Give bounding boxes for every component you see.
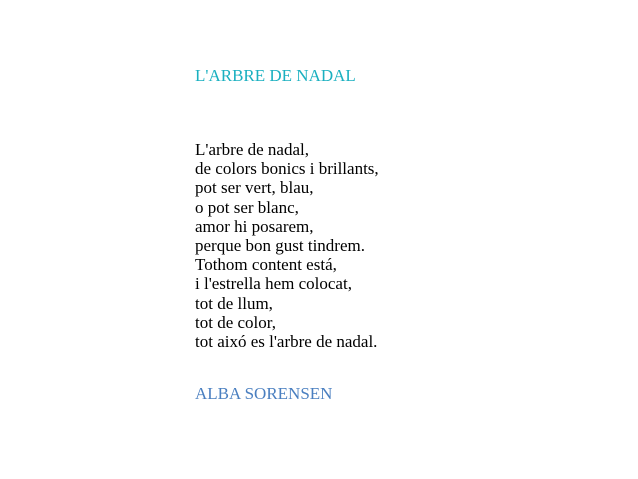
poem-line: tot aixó es l'arbre de nadal. (195, 331, 378, 351)
poem-line: i l'estrella hem colocat, (195, 274, 352, 294)
poem-line: L'arbre de nadal, (195, 140, 309, 159)
poem-line: amor hi posarem, (195, 216, 314, 236)
poem-author: ALBA SORENSEN (195, 384, 333, 403)
poem-line: perque bon gust tindrem. (195, 235, 365, 255)
poem-line: Tothom content está, (195, 255, 337, 275)
poem-line: de colors bonics i brillants, (195, 159, 379, 179)
poem-body (195, 140, 379, 351)
poem-line: tot de color, (195, 312, 276, 332)
poem-line: tot de llum, (195, 293, 273, 313)
poem-line: pot ser vert, blau, (195, 178, 314, 198)
poem-line: o pot ser blanc, (195, 197, 299, 217)
poem-title: L'ARBRE DE NADAL (195, 66, 356, 85)
